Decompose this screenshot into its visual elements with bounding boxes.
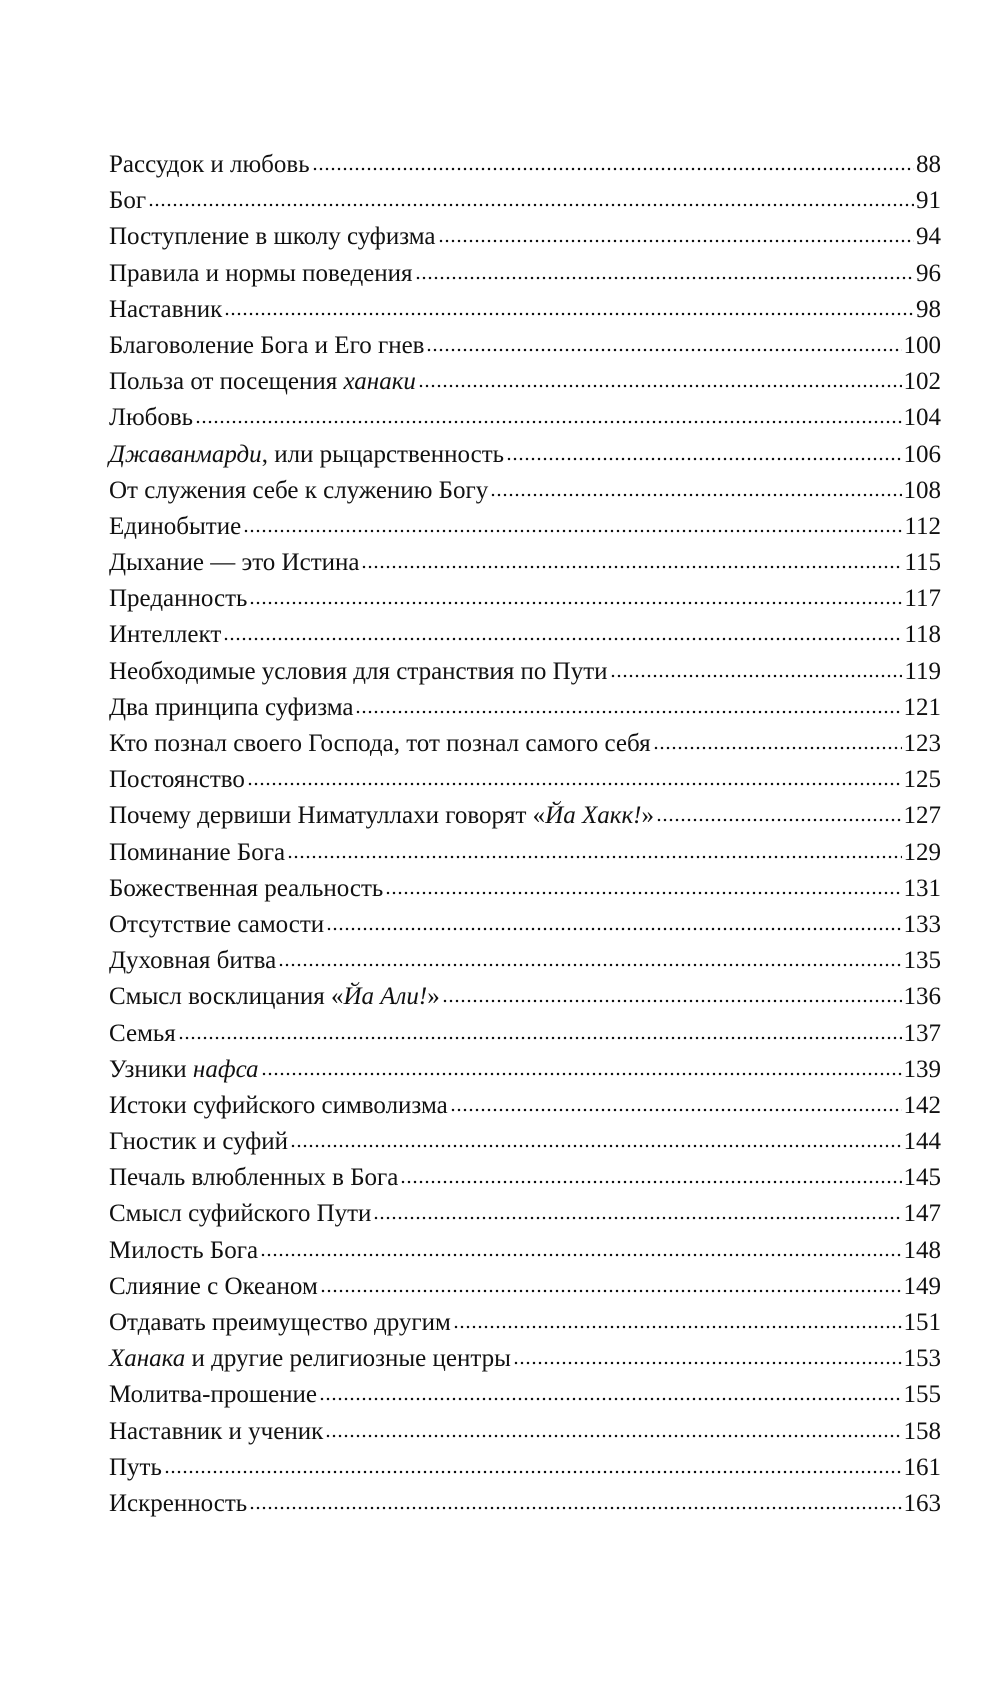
toc-entry	[109, 1088, 941, 1124]
toc-entry-title-segment: Смысл восклицания «	[109, 983, 344, 1011]
toc-entry-title	[109, 1052, 261, 1088]
toc-entry-page-number: 147	[903, 1200, 941, 1228]
toc-entry-title	[109, 256, 415, 292]
toc-entry-title	[109, 437, 506, 473]
toc-entry-page-number: 163	[903, 1489, 941, 1517]
toc-entry	[109, 328, 941, 364]
toc-entry-title-segment: Слияние с Океаном	[109, 1272, 318, 1300]
toc-entry-title	[109, 1341, 513, 1377]
dot-leader	[453, 1325, 902, 1329]
toc-entry-page-number: 133	[903, 910, 941, 938]
toc-entry-title	[109, 1124, 290, 1160]
toc-entry-page-number: 100	[903, 331, 941, 359]
toc-entry-title	[109, 1486, 249, 1522]
toc-entry	[109, 400, 941, 436]
toc-entry-title-segment: Интеллект	[109, 621, 222, 649]
dot-leader	[490, 493, 901, 497]
toc-entry-page-number: 123	[903, 730, 941, 757]
toc-entry-title	[109, 1233, 260, 1269]
toc-entry	[109, 871, 941, 907]
toc-entry-page-number: 106	[903, 440, 941, 468]
dot-leader	[450, 1108, 902, 1112]
toc-entry-page-number: 125	[903, 766, 941, 794]
toc-entry-title-segment: Гностик и суфий	[109, 1128, 289, 1156]
toc-entry	[109, 1269, 941, 1305]
toc-entry	[109, 1196, 941, 1232]
dot-leader	[513, 1361, 902, 1365]
toc-entry	[109, 1233, 941, 1269]
toc-entry-page-number: 145	[903, 1164, 941, 1192]
dot-leader	[247, 782, 902, 786]
toc-entry	[109, 907, 941, 943]
toc-entry	[109, 1450, 941, 1486]
toc-entry-title-segment: Отсутствие самости	[109, 910, 325, 938]
dot-leader	[355, 710, 901, 714]
toc-entry-title-segment: От служения себе к служению Богу	[109, 476, 489, 504]
toc-entry-page-number: 102	[903, 368, 941, 396]
dot-leader	[249, 1506, 901, 1510]
toc-entry-title-segment: Молитва-прошение	[109, 1381, 318, 1409]
toc-entry-page-number: 98	[916, 295, 941, 323]
toc-entry-page-number: 161	[903, 1453, 941, 1481]
toc-entry-title	[109, 1414, 325, 1450]
toc-entry	[109, 1052, 941, 1088]
toc-entry-title-segment: Польза от посещения	[109, 368, 344, 396]
toc-entry-page-number: 119	[904, 657, 941, 685]
toc-entry-title-segment: Семья	[109, 1019, 176, 1047]
toc-entry-title	[109, 364, 418, 400]
toc-entry-title-italic-segment: Йа Али!	[343, 983, 428, 1011]
toc-entry-title-italic-segment: Джаванмарди	[109, 440, 262, 468]
toc-entry-title-segment: Истоки суфийского символизма	[109, 1091, 448, 1119]
toc-entry-title	[109, 762, 247, 798]
dot-leader	[164, 1470, 902, 1474]
toc-entry-title	[109, 1269, 320, 1305]
toc-entry-title	[109, 871, 385, 907]
dot-leader	[415, 276, 914, 280]
toc-entry	[109, 219, 941, 255]
toc-entry	[109, 943, 941, 979]
dot-leader	[261, 1072, 902, 1076]
toc-entry-page-number: 137	[903, 1019, 941, 1047]
toc-entry	[109, 690, 941, 726]
toc-entry-page-number: 104	[903, 404, 941, 432]
toc-entry-title-segment: Отдавать преимущество другим	[109, 1309, 451, 1336]
dot-leader	[506, 457, 901, 461]
toc-entry-title	[109, 798, 656, 834]
dot-leader	[385, 891, 901, 895]
dot-leader	[178, 1036, 902, 1040]
dot-leader	[148, 203, 914, 207]
toc-entry	[109, 726, 941, 762]
dot-leader	[361, 565, 902, 569]
toc-entry-title-segment: Милость Бога	[109, 1236, 259, 1264]
toc-entry-title	[109, 726, 653, 762]
toc-entry-page-number: 94	[916, 223, 941, 251]
dot-leader	[319, 1397, 901, 1401]
toc-entry-title	[109, 328, 426, 364]
toc-entry-page-number: 112	[904, 512, 941, 540]
toc-entry-page-number: 129	[903, 838, 941, 866]
dot-leader	[438, 239, 915, 243]
toc-entry-page-number: 118	[904, 621, 941, 649]
toc-entry-page-number: 142	[903, 1091, 941, 1119]
toc-entry	[109, 364, 941, 400]
toc-entry-title-segment: Рассудок и любовь	[109, 151, 310, 178]
toc-entry	[109, 1160, 941, 1196]
toc-entry-title-segment: Кто познал своего Господа, тот познал самого себя	[109, 730, 651, 757]
toc-entry-title-segment: Путь	[109, 1453, 162, 1481]
toc-entry	[109, 617, 941, 653]
toc-entry	[109, 509, 941, 545]
toc-entry	[109, 1124, 941, 1160]
toc-entry-page-number: 88	[916, 151, 941, 178]
toc-entry	[109, 1341, 941, 1377]
toc-entry-page-number: 148	[903, 1236, 941, 1264]
toc-entry-title	[109, 835, 287, 871]
toc-entry-title-segment: »	[427, 983, 440, 1011]
toc-entry-page-number: 139	[903, 1055, 941, 1083]
toc-entry-title-segment: Почему дервиши Ниматуллахи говорят «	[109, 802, 546, 830]
toc-entry-title-segment: Узники	[109, 1055, 193, 1083]
toc-entry-title	[109, 1377, 319, 1413]
toc-entry-title-segment: Единобытие	[109, 512, 242, 540]
toc-entry-title	[109, 1016, 178, 1052]
dot-leader	[653, 746, 902, 750]
toc-entry-title-segment: Преданность	[109, 585, 248, 613]
toc-entry-page-number: 153	[903, 1345, 941, 1373]
dot-leader	[243, 529, 902, 533]
toc-entry	[109, 256, 941, 292]
toc-entry-page-number: 135	[903, 947, 941, 975]
toc-entry-page-number: 155	[903, 1381, 941, 1409]
dot-leader	[249, 601, 902, 605]
toc-entry-page-number: 136	[903, 983, 941, 1011]
dot-leader	[442, 999, 902, 1003]
toc-entry-title	[109, 292, 224, 328]
toc-entry-page-number: 127	[903, 802, 941, 830]
toc-entry-title-segment: Постоянство	[109, 766, 245, 794]
toc-entry-title-segment: Необходимые условия для странствия по Пути	[109, 657, 608, 685]
toc-entry-title	[109, 183, 148, 219]
toc-entry-title	[109, 1305, 453, 1341]
toc-entry	[109, 1486, 941, 1522]
toc-entry-title-segment: Наставник	[109, 295, 223, 323]
dot-leader	[373, 1216, 901, 1220]
dot-leader	[223, 637, 902, 641]
toc-entry-title	[109, 1196, 373, 1232]
toc-entry	[109, 1414, 941, 1450]
toc-entry-page-number: 158	[903, 1417, 941, 1445]
toc-entry-title-segment: Печаль влюбленных в Бога	[109, 1164, 399, 1192]
toc-entry	[109, 437, 941, 473]
toc-entry-page-number: 131	[903, 874, 941, 902]
toc-entry-title	[109, 1088, 450, 1124]
toc-entry-title	[109, 617, 223, 653]
toc-entry-title	[109, 219, 438, 255]
toc-entry-title-segment: Божественная реальность	[109, 874, 384, 902]
toc-entry-title-segment: Наставник и ученик	[109, 1417, 324, 1445]
toc-entry-page-number: 149	[903, 1272, 941, 1300]
table-of-contents	[109, 147, 941, 1522]
dot-leader	[325, 1434, 901, 1438]
dot-leader	[195, 420, 901, 424]
toc-entry-title	[109, 690, 355, 726]
dot-leader	[426, 348, 901, 352]
toc-entry-title	[109, 545, 361, 581]
toc-entry-title-segment: Бог	[109, 187, 147, 215]
toc-entry	[109, 762, 941, 798]
toc-entry-page-number: 108	[903, 476, 941, 504]
toc-entry-title-italic-segment: Йа Хакк!	[545, 802, 642, 830]
toc-entry-title-segment: Любовь	[109, 404, 194, 432]
toc-entry-title	[109, 943, 278, 979]
toc-entry-page-number: 151	[903, 1309, 941, 1336]
toc-entry-page-number: 144	[903, 1128, 941, 1156]
toc-entry	[109, 835, 941, 871]
dot-leader	[418, 384, 902, 388]
toc-entry-title	[109, 907, 326, 943]
toc-entry-title	[109, 509, 243, 545]
toc-entry-title-segment: Духовная битва	[109, 947, 277, 975]
toc-entry	[109, 1016, 941, 1052]
toc-entry-page-number: 121	[903, 693, 941, 721]
toc-entry	[109, 798, 941, 834]
dot-leader	[224, 312, 914, 316]
dot-leader	[610, 674, 903, 678]
dot-leader	[312, 167, 914, 171]
toc-entry-title	[109, 581, 249, 617]
dot-leader	[260, 1253, 901, 1257]
toc-entry	[109, 1305, 941, 1341]
toc-entry-title-segment: »	[641, 802, 654, 830]
toc-entry-title-segment: и другие религиозные центры	[185, 1345, 511, 1373]
dot-leader	[287, 855, 901, 859]
dot-leader	[278, 963, 901, 967]
dot-leader	[400, 1180, 901, 1184]
toc-entry-title-segment: Поступление в школу суфизма	[109, 223, 436, 251]
toc-entry-title-italic-segment: ханаки	[343, 368, 416, 396]
dot-leader	[326, 927, 901, 931]
toc-entry	[109, 183, 941, 219]
toc-entry	[109, 473, 941, 509]
toc-entry-title-italic-segment: Ханака	[109, 1345, 186, 1373]
toc-entry-title-italic-segment: нафса	[192, 1055, 259, 1083]
toc-entry	[109, 654, 941, 690]
toc-entry-title	[109, 473, 490, 509]
toc-entry	[109, 581, 941, 617]
toc-entry-title	[109, 654, 610, 690]
toc-entry-title-segment: , или рыцарственность	[261, 440, 505, 468]
dot-leader	[290, 1144, 901, 1148]
toc-entry-title	[109, 400, 195, 436]
toc-entry	[109, 147, 941, 183]
toc-entry-title	[109, 1160, 400, 1196]
toc-entry-title-segment: Правила и нормы поведения	[109, 259, 413, 287]
toc-entry-title	[109, 147, 312, 183]
toc-entry	[109, 292, 941, 328]
toc-entry-title-segment: Поминание Бога	[109, 838, 286, 866]
toc-entry	[109, 1377, 941, 1413]
toc-entry-title-segment: Смысл суфийского Пути	[109, 1200, 372, 1228]
toc-entry-title-segment: Дыхание — это Истина	[109, 549, 360, 577]
toc-entry-title-segment: Благоволение Бога и Его гнев	[109, 331, 425, 359]
dot-leader	[320, 1289, 902, 1293]
dot-leader	[656, 818, 902, 822]
toc-entry-title-segment: Два принципа суфизма	[109, 693, 354, 721]
toc-entry-page-number: 115	[904, 549, 941, 577]
toc-entry-title-segment: Искренность	[109, 1489, 248, 1517]
toc-entry-page-number: 117	[904, 585, 941, 613]
toc-entry-title	[109, 1450, 164, 1486]
toc-entry	[109, 545, 941, 581]
toc-entry	[109, 979, 941, 1015]
toc-entry-page-number: 96	[916, 259, 941, 287]
toc-entry-title	[109, 979, 442, 1015]
toc-entry-page-number: 91	[916, 187, 941, 215]
